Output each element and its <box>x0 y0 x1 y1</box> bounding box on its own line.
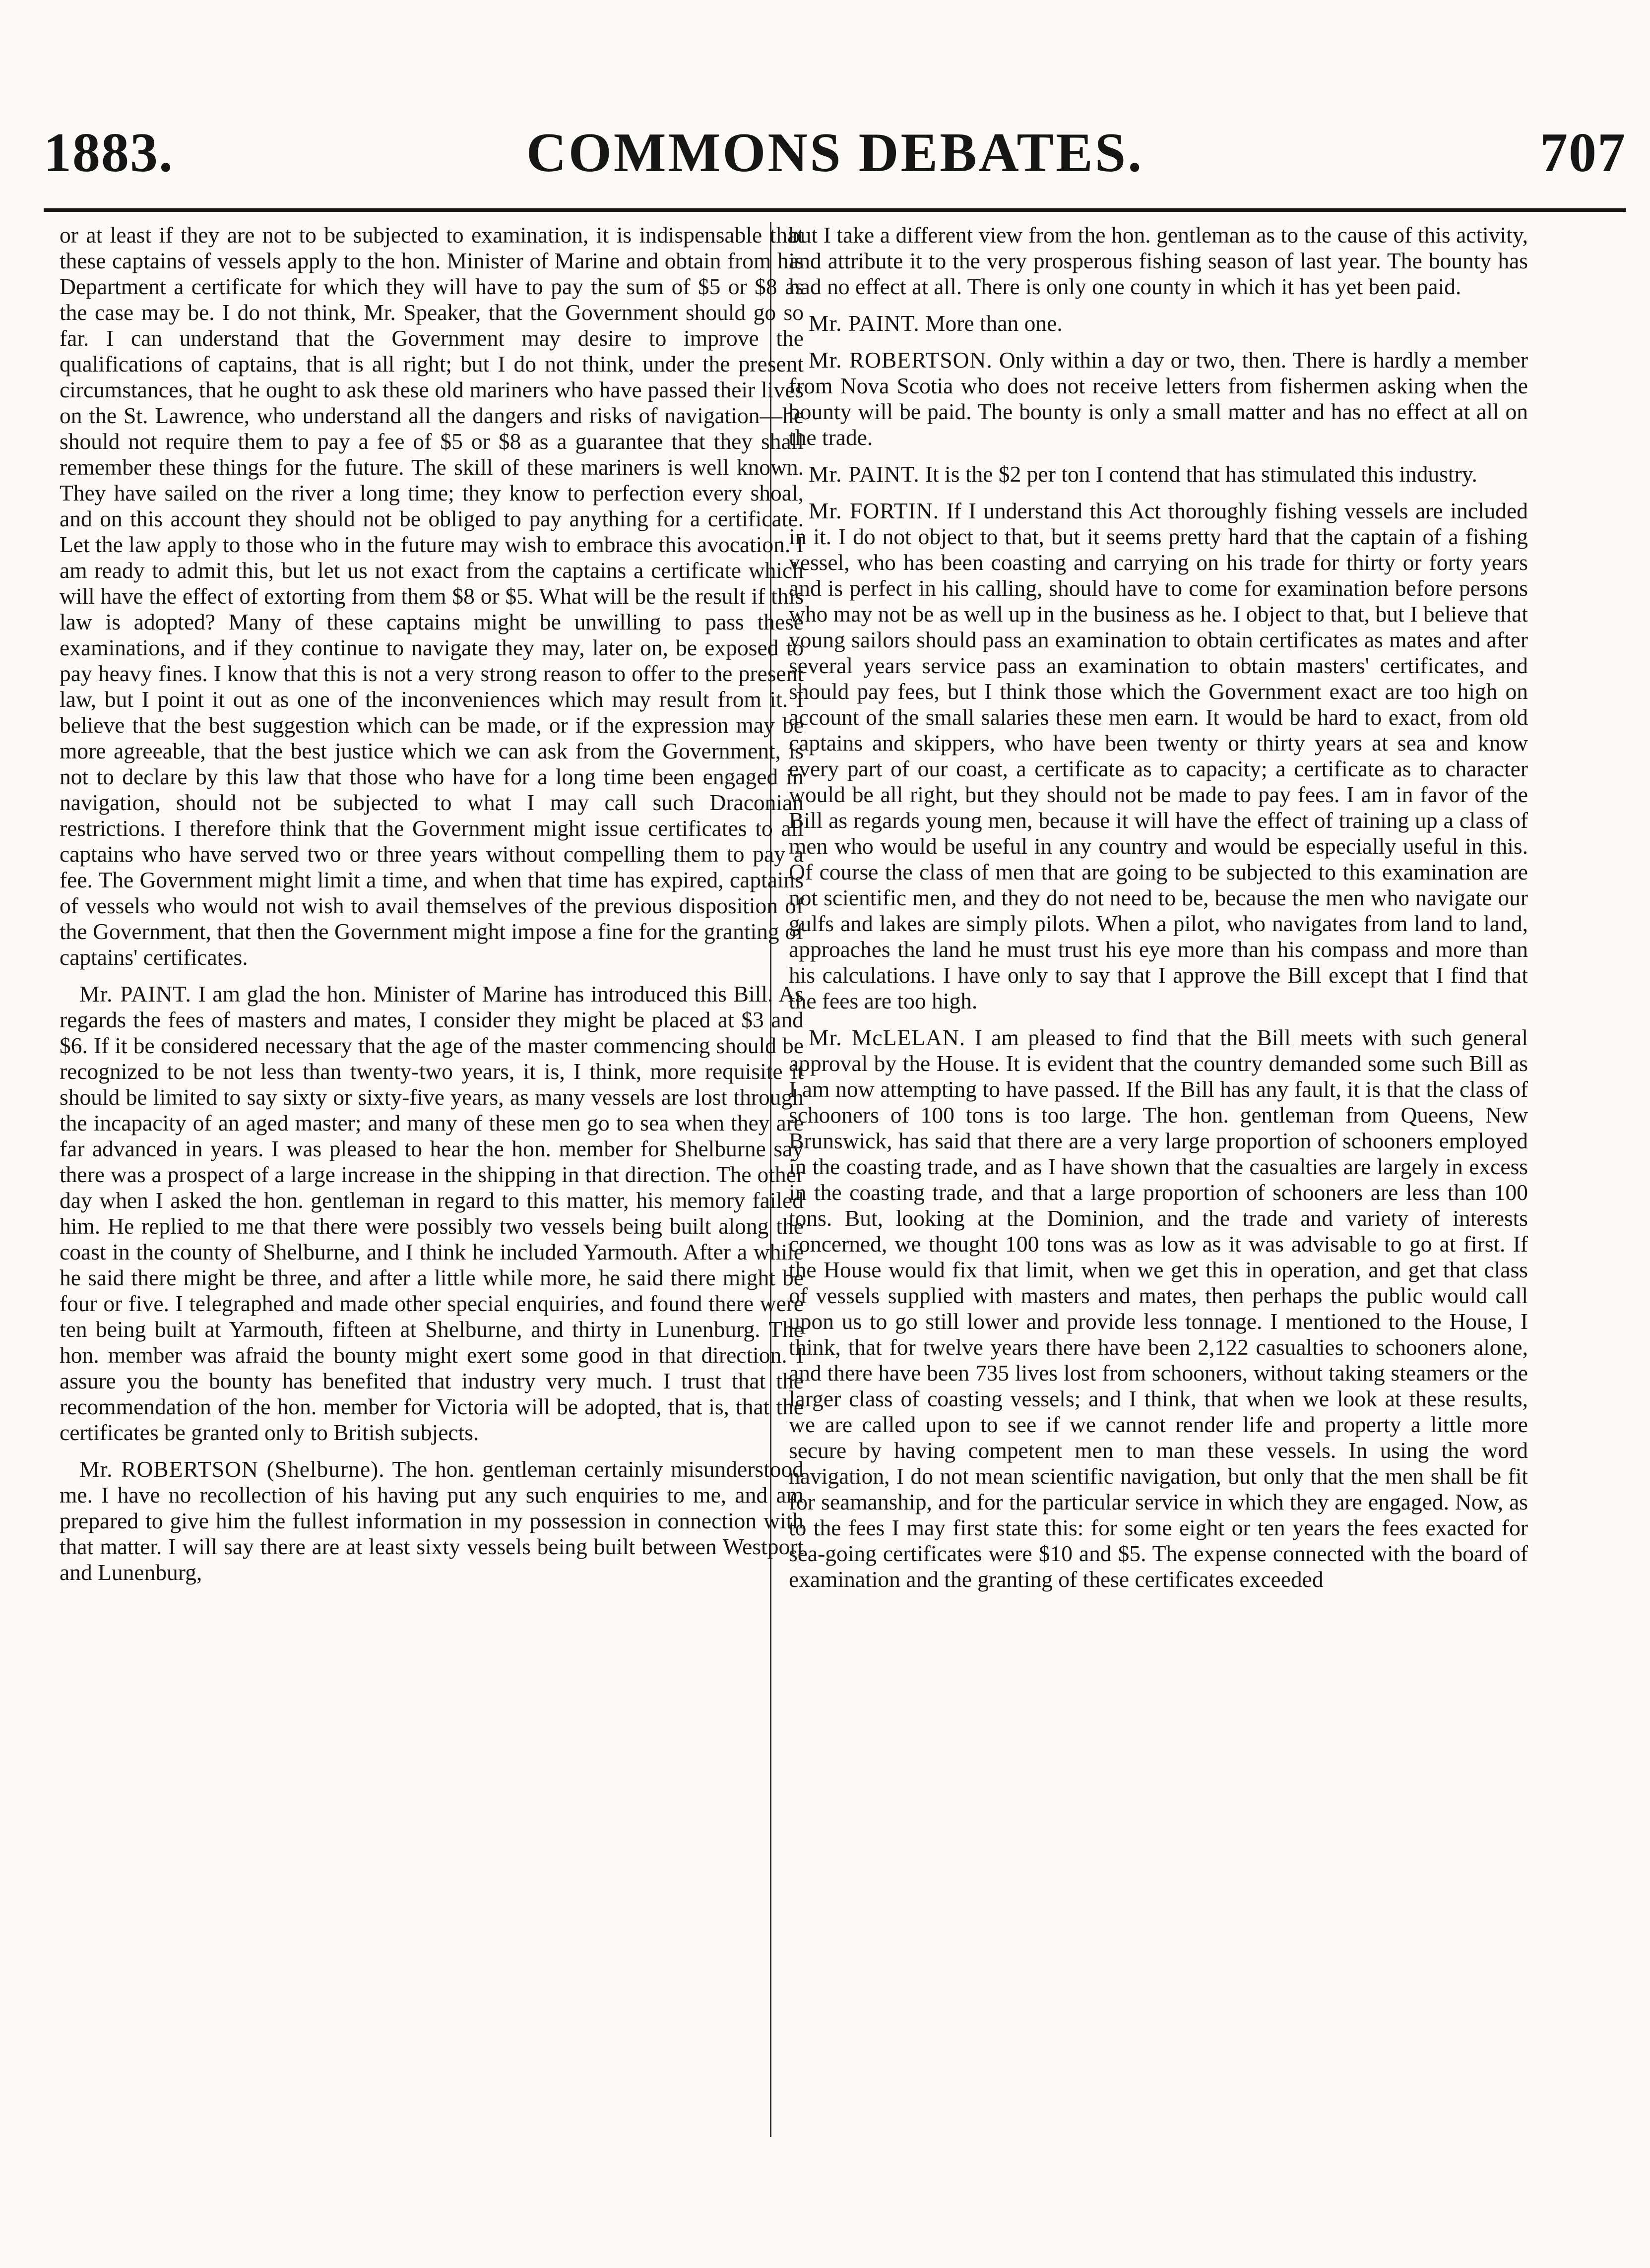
speaker-name: Mr. PAINT. <box>809 311 920 336</box>
page-title: COMMONS DEBATES. <box>526 122 1144 184</box>
paragraph <box>60 1456 804 1585</box>
left-column <box>60 222 804 1596</box>
paragraph <box>789 311 1528 336</box>
paragraph-text: More than one. <box>925 311 1063 336</box>
page-year: 1883. <box>44 122 174 184</box>
right-column <box>789 222 1528 1603</box>
paragraph-text: If I understand this Act thoroughly fishing vessels are included in it. I do not object to that, but it seems pretty hard that the captain of a fishing vessel, who has been coasting and carrying on his trade for thirty or forty years and is perfect in his calling, should have to come for examination before persons who may not be as well up in the business as he. I object to that, but I believe that young sailors should pass an examination to obtain certificates as mates and after several years service pass an examination to obtain masters' certificates, and should pay fees, but I think those which the Government exact are too high on account of the small salaries these men earn. It would be hard to exact, from old captains and skippers, who have been twenty or thirty years at sea and know every part of our coast, a certificate as to capacity; a certificate as to character would be all right, but they should not be made to pay fees. I am in favor of the Bill as regards young men, because it will have the effect of training up a class of men who would be useful in any country and would be especially useful in this. Of course the class of men that are going to be subjected to this examination are not scientific men, and they do not need to be, because the men who navigate our gulfs and lakes are simply pilots. When a pilot, who navigates from land to land, approaches the land he must trust his eye more than his compass and more than his calculations. I have only to say that I approve the Bill except that I find that the fees are too high. <box>789 498 1528 1013</box>
paragraph-text: but I take a different view from the hon. gentleman as to the cause of this activity, and attribute it to the very prosperous fishing season of last year. The bounty has had no effect at all. There is only one county in which it has yet been paid. <box>789 222 1528 299</box>
paragraph <box>789 222 1528 300</box>
speaker-name: Mr. ROBERTSON. <box>809 347 993 373</box>
paragraph-text: Only within a day or two, then. There is hardly a member from Nova Scotia who does not receive letters from fishermen asking when the bounty will be paid. The bounty is only a small matter and has no effect at all on the trade. <box>789 347 1528 450</box>
paragraph-text: It is the $2 per ton I contend that has stimulated this industry. <box>925 461 1477 487</box>
paragraph-text: The hon. gentleman certainly misunderstood me. I have no recollection of his having put any such enquiries to me, and am prepared to give him the fullest information in my possession in connection with that matter. I will say there are at least sixty vessels being built between Westport and Lunenburg, <box>60 1456 804 1585</box>
paragraph <box>789 498 1528 1014</box>
page-header <box>44 118 1626 207</box>
paragraph <box>60 222 804 970</box>
paragraph-text: or at least if they are not to be subjected to examination, it is indispensable that these captains of vessels apply to the hon. Minister of Marine and obtain from his Department a certificate for which they will have to pay the sum of $5 or $8 as the case may be. I do not think, Mr. Speaker, that the Government should go so far. I can understand that the Government may desire to improve the qualifications of captains, that is all right; but I do not think, under the present circumstances, that he ought to ask these old mariners who have passed their lives on the St. Lawrence, who understand all the dangers and risks of navigation—he should not require them to pay a fee of $5 or $8 as a guarantee that they shall remember these things for the future. The skill of these mariners is well known. They have sailed on the river a long time; they know to perfection every shoal, and on this account they should not be obliged to pay anything for a certificate. Let the law apply to those who in the future may wish to embrace this avocation. I am ready to admit this, but let us not exact from the captains a certificate which will have the effect of extorting from them $8 or $5. What will be the result if this law is adopted? Many of these captains might be unwilling to pass these examinations, and if they continue to navigate they may, later on, be exposed to pay heavy fines. I know that this is not a very strong reason to offer to the present law, but I point it out as one of the inconveniences which may result from it. I believe that the best suggestion which can be made, or if the expression may be more agreeable, that the best justice which we can ask from the Government, is not to declare by this law that those who have for a long time been engaged in navigation, should not be subjected to what I may call such Draconian restrictions. I therefore think that the Government might issue certificates to all captains who have served two or three years without compelling them to pay a fee. The Government might limit a time, and when that time has expired, captains of vessels who would not wish to avail themselves of the previous disposition of the Government, that then the Government might impose a fine for the granting of captains' certificates. <box>60 222 804 970</box>
header-rule <box>44 208 1626 212</box>
speaker-name: Mr. FORTIN. <box>809 498 940 523</box>
paragraph <box>789 461 1528 487</box>
speaker-name: Mr. McLELAN. <box>809 1025 966 1050</box>
paragraph <box>60 981 804 1446</box>
paragraph <box>789 1025 1528 1592</box>
page-number: 707 <box>1540 122 1626 184</box>
paragraph-text: I am glad the hon. Minister of Marine has introduced this Bill. As regards the fees of masters and mates, I consider they might be placed at $3 and $6. If it be considered necessary that the age of the master commencing should be recognized to be not less than twenty-two years, it is, I think, more requisite it should be limited to say sixty or sixty-five years, as many vessels are lost through the incapacity of an aged master; and many of these men go to sea when they are far advanced in years. I was pleased to hear the hon. member for Shelburne say there was a prospect of a large increase in the shipping in that direction. The other day when I asked the hon. gentleman in regard to this matter, his memory failed him. He replied to me that there were possibly two vessels being built along the coast in the county of Shelburne, and I think he included Yarmouth. After a while he said there might be three, and after a little while more, he said there might be four or five. I telegraphed and made other special enquiries, and found there were ten being built at Yarmouth, fifteen at Shelburne, and thirty in Lunenburg. The hon. member was afraid the bounty might exert some good in that direction. I assure you the bounty has benefited that industry very much. I trust that the recommendation of the hon. member for Victoria will be adopted, that is, that the certificates be granted only to British subjects. <box>60 981 804 1445</box>
speaker-name: Mr. ROBERTSON (Shelburne). <box>79 1456 385 1482</box>
speaker-name: Mr. PAINT. <box>809 461 920 487</box>
speaker-name: Mr. PAINT. <box>79 981 191 1007</box>
paragraph <box>789 347 1528 450</box>
paragraph-text: I am pleased to find that the Bill meets with such general approval by the House. It is evident that the country demanded some such Bill as I am now attempting to have passed. If the Bill has any fault, it is that the class of schooners of 100 tons is too large. The hon. gentleman from Queens, New Brunswick, has said that there are a very large proportion of schooners employed in the coasting trade, and as I have shown that the casualties are largely in excess in the coasting trade, and that a large proportion of schooners are less than 100 tons. But, looking at the Dominion, and the trade and variety of interests concerned, we thought 100 tons was as low as it was advisable to go at first. If the House would fix that limit, when we get this in operation, and get that class of vessels supplied with masters and mates, then perhaps the public would call upon us to go still lower and provide less tonnage. I mentioned to the House, I think, that for twelve years there have been 2,122 casualties to schooners alone, and there have been 735 lives lost from schooners, without taking steamers or the larger class of coasting vessels; and I think, that when we look at these results, we are called upon to see if we cannot render life and property a little more secure by having competent men to man these vessels. In using the word navigation, I do not mean scientific navigation, but only that the men shall be fit for seamanship, and for the particular service in which they are engaged. Now, as to the fees I may first state this: for some eight or ten years the fees exacted for sea-going certificates were $10 and $5. The expense connected with the board of examination and the granting of these certificates exceeded <box>789 1025 1528 1592</box>
